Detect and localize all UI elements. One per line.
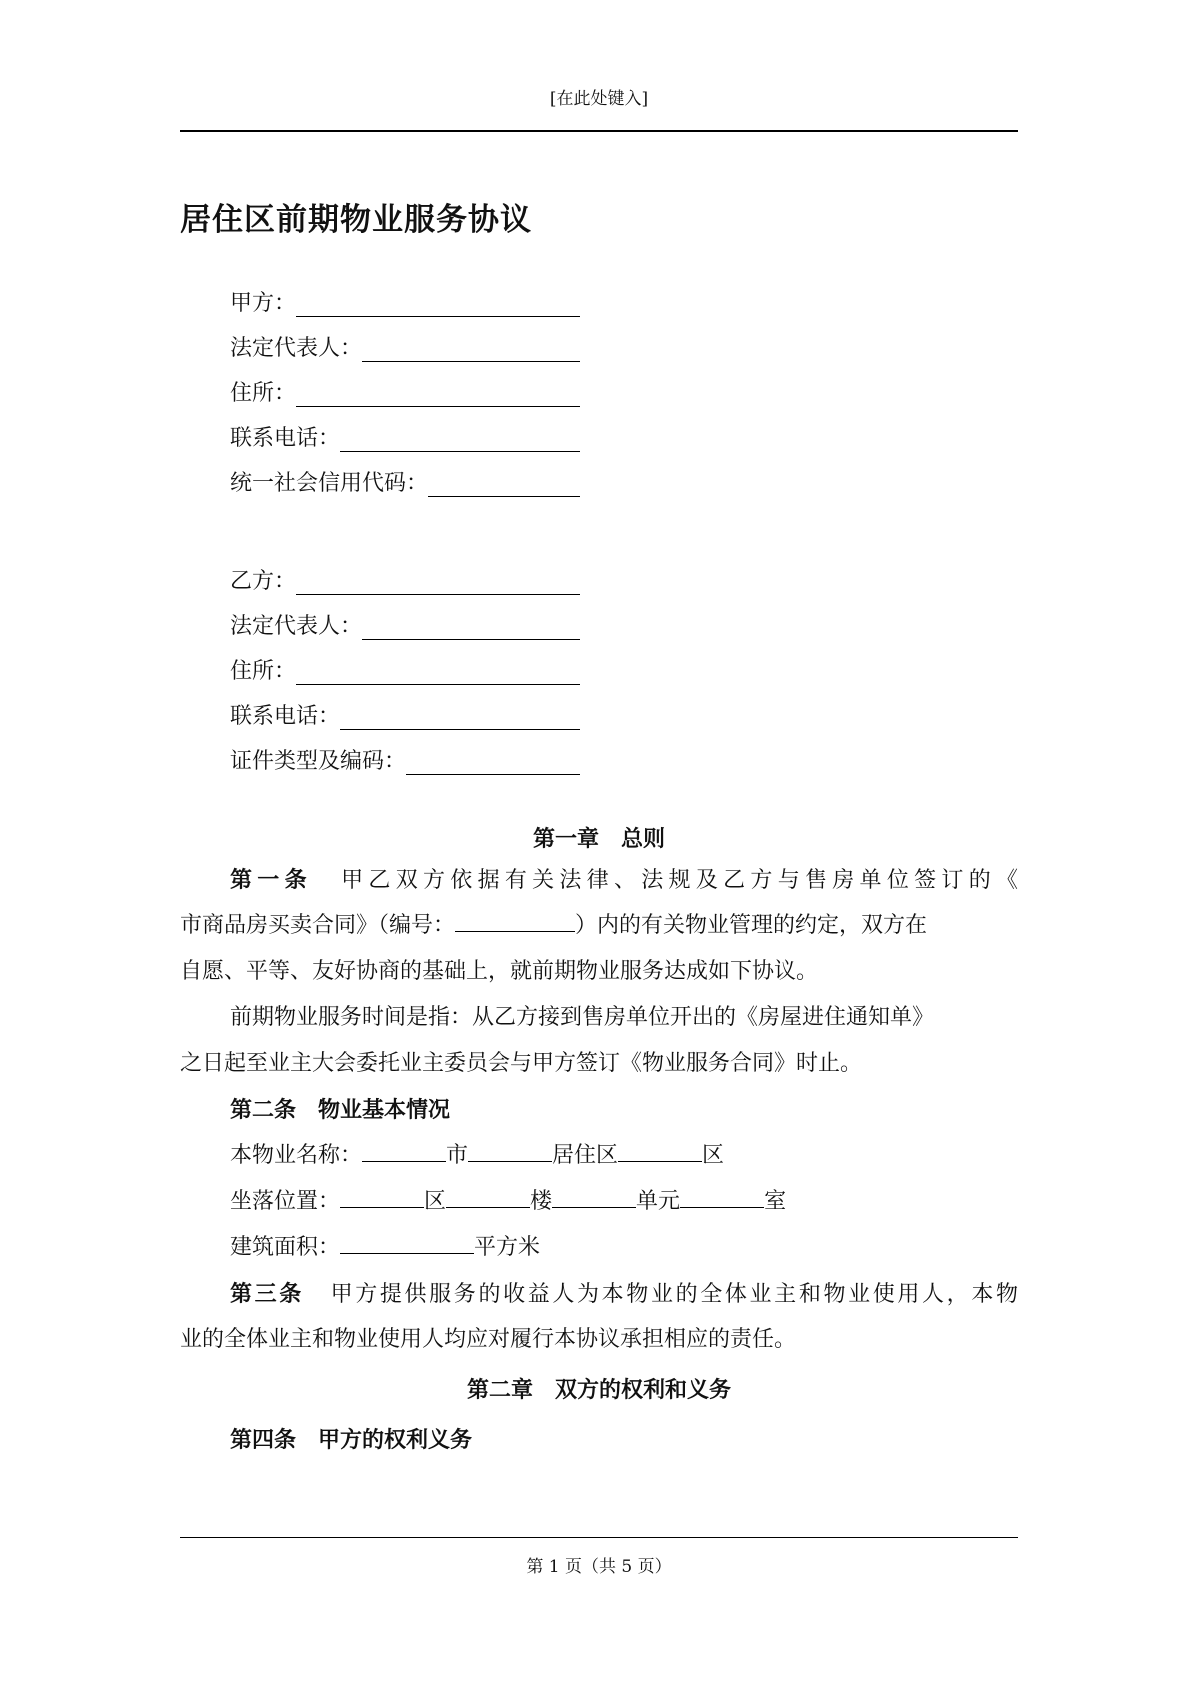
party-a-rep-field[interactable] [362, 337, 580, 362]
contract-number-field[interactable] [455, 909, 575, 932]
article-1-text-1: 甲乙双方依据有关法律、法规及乙方与售房单位签订的《 [335, 868, 1018, 893]
party-b-phone-row [230, 700, 580, 730]
party-a-phone-field[interactable] [340, 427, 580, 452]
article-1-text-2a: 市商品房买卖合同》（编号： [180, 913, 456, 938]
page-footer[interactable]: 第 1 页（共 5 页） [526, 1557, 672, 1577]
party-a-credit-code-field[interactable] [428, 472, 580, 497]
district-field[interactable] [468, 1139, 552, 1162]
area-unit: 平方米 [474, 1235, 541, 1260]
zone-field[interactable] [618, 1139, 702, 1162]
article-4-heading: 第四条 甲方的权利义务 [230, 1427, 473, 1453]
footer-divider [180, 1537, 1018, 1538]
party-b-id-field[interactable] [406, 750, 580, 775]
chapter-2-heading: 第二章 双方的权利和义务 [466, 1377, 731, 1403]
location-label: 坐落位置： [230, 1189, 341, 1214]
article-1-p2-line-2: 之日起至业主大会委托业主委员会与甲方签订《物业服务合同》时止。 [180, 1051, 863, 1076]
location-building-field[interactable] [446, 1185, 530, 1208]
city-field[interactable] [362, 1139, 446, 1162]
location-zone-unit: 区 [424, 1189, 447, 1214]
party-a-phone-row [230, 422, 580, 452]
party-b-name-row [230, 565, 580, 595]
property-name-label: 本物业名称： [230, 1143, 363, 1168]
party-a-address-label: 住所： [230, 381, 297, 406]
article-1-line-3: 自愿、平等、友好协商的基础上，就前期物业服务达成如下协议。 [180, 959, 819, 984]
property-location-row [180, 1179, 1018, 1225]
party-b-name-label: 乙方： [230, 569, 297, 594]
party-a-rep-label: 法定代表人： [230, 336, 363, 361]
article-2-heading: 第二条 物业基本情况 [230, 1097, 451, 1123]
party-b-address-row [230, 655, 580, 685]
city-unit: 市 [446, 1143, 469, 1168]
party-a-name-row [230, 287, 580, 317]
zone-unit: 区 [702, 1143, 725, 1168]
party-b-id-row [230, 745, 580, 775]
page-header[interactable]: [在此处键入] [549, 89, 649, 109]
location-unit-field[interactable] [552, 1185, 636, 1208]
area-label: 建筑面积： [230, 1235, 341, 1260]
party-b-rep-row [230, 610, 580, 640]
article-3-line-2: 业的全体业主和物业使用人均应对履行本协议承担相应的责任。 [180, 1327, 797, 1352]
party-b-phone-field[interactable] [340, 705, 580, 730]
area-field[interactable] [340, 1231, 474, 1254]
party-a-credit-code-row [230, 467, 580, 497]
party-b-rep-field[interactable] [362, 615, 580, 640]
article-1-line-2 [180, 903, 1018, 949]
party-a-address-row [230, 377, 580, 407]
article-1-heading: 第一条 [230, 867, 312, 893]
party-a-name-field[interactable] [296, 292, 580, 317]
party-a-credit-code-label: 统一社会信用代码： [230, 471, 429, 496]
location-room-field[interactable] [680, 1185, 764, 1208]
party-b-phone-label: 联系电话： [230, 704, 341, 729]
article-1-text-2b: ）内的有关物业管理的约定，双方在 [575, 913, 928, 938]
party-b-address-label: 住所： [230, 659, 297, 684]
document-title: 居住区前期物业服务协议 [180, 202, 532, 238]
chapter-1-heading: 第一章 总则 [532, 826, 665, 852]
building-area-row [180, 1225, 1018, 1271]
location-unit-unit: 单元 [636, 1189, 681, 1214]
property-name-row [180, 1133, 1018, 1179]
article-3-line-1 [180, 1271, 1018, 1318]
district-unit: 居住区 [552, 1143, 619, 1168]
article-1-p2-line-1: 前期物业服务时间是指：从乙方接到售房单位开出的《房屋进住通知单》 [230, 1005, 935, 1030]
party-b-name-field[interactable] [296, 570, 580, 595]
party-b-rep-label: 法定代表人： [230, 614, 363, 639]
location-building-unit: 楼 [530, 1189, 553, 1214]
party-b-id-label: 证件类型及编码： [230, 749, 407, 774]
party-b-address-field[interactable] [296, 660, 580, 685]
header-divider [180, 130, 1018, 132]
party-a-address-field[interactable] [296, 382, 580, 407]
location-room-unit: 室 [764, 1189, 787, 1214]
party-a-phone-label: 联系电话： [230, 426, 341, 451]
article-1-line-1 [180, 857, 1018, 904]
party-a-name-label: 甲方： [230, 291, 297, 316]
article-3-text-1: 甲方提供服务的收益人为本物业的全体业主和物业使用人，本物 [327, 1282, 1018, 1307]
article-3-heading: 第三条 [230, 1281, 304, 1307]
party-a-rep-row [230, 332, 580, 362]
location-zone-field[interactable] [340, 1185, 424, 1208]
